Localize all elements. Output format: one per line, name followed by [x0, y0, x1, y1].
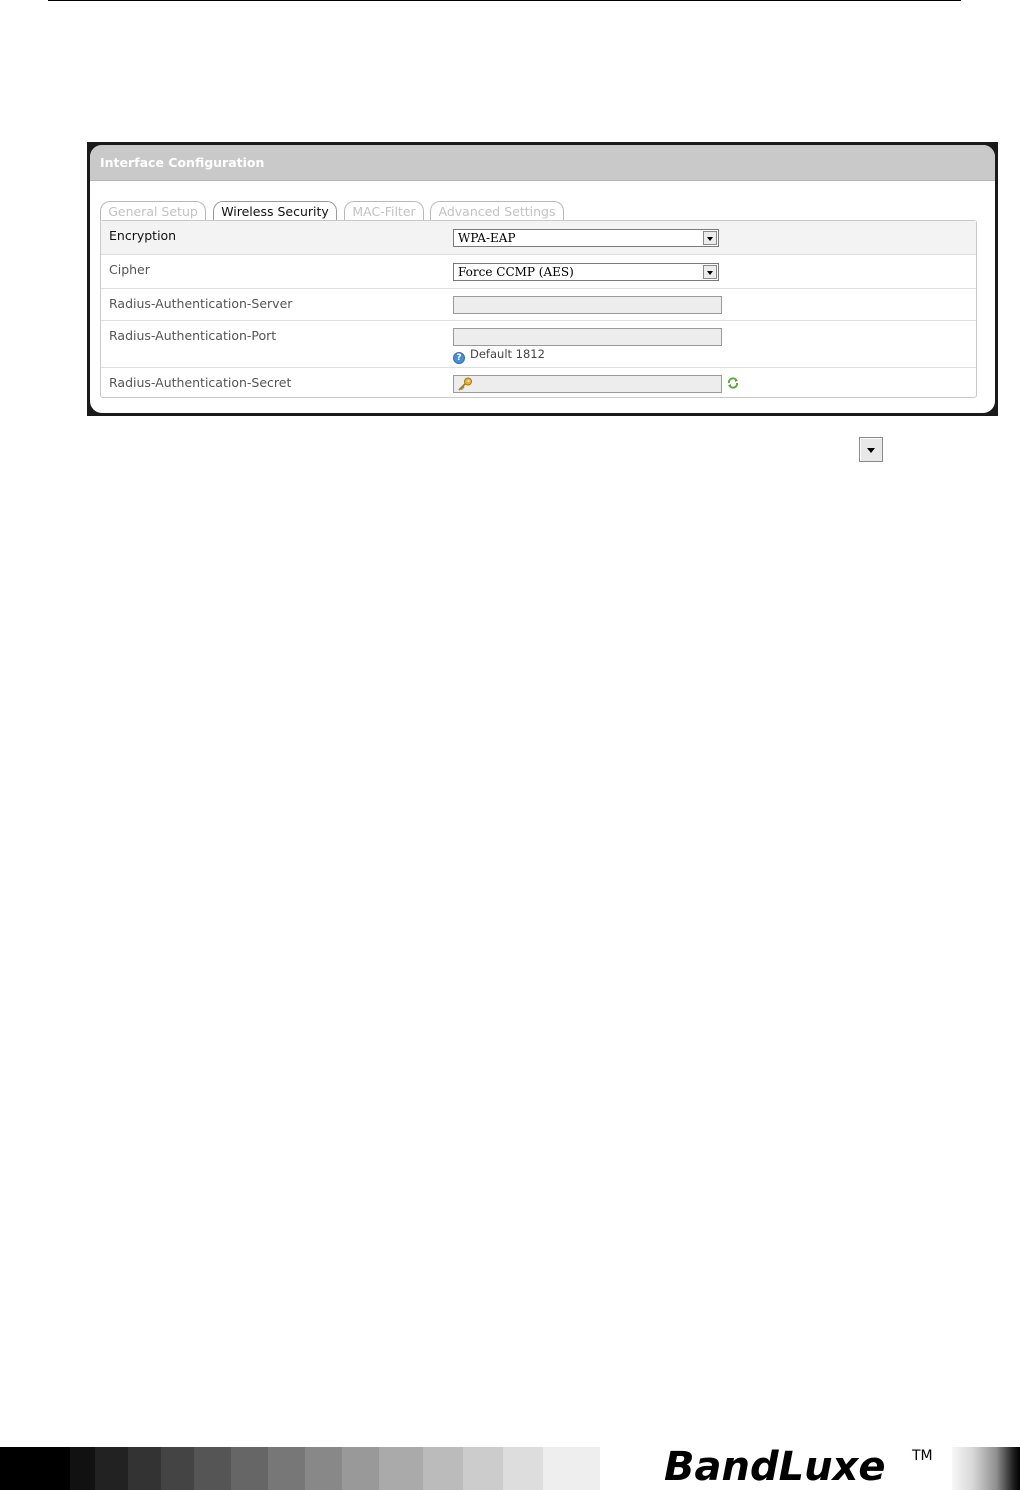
radius-secret-input[interactable]	[453, 375, 722, 393]
chevron-down-icon	[859, 437, 883, 462]
footer-swatch	[543, 1447, 600, 1490]
interface-configuration-panel	[87, 142, 998, 416]
panel-body	[90, 145, 995, 413]
radius-port-hint-text: Default 1812	[470, 347, 545, 361]
footer-swatch	[194, 1447, 231, 1490]
radius-port-hint	[453, 347, 545, 364]
cipher-value: Force CCMP (AES)	[458, 265, 574, 279]
radius-port-input[interactable]	[453, 328, 722, 346]
trademark-symbol: TM	[912, 1448, 933, 1464]
radius-server-label: Radius-Authentication-Server	[109, 296, 293, 311]
chevron-down-icon[interactable]	[703, 231, 717, 245]
footer-swatch	[379, 1447, 423, 1490]
footer-swatch	[268, 1447, 305, 1490]
footer-swatch	[70, 1447, 95, 1490]
help-icon: ?	[453, 352, 465, 364]
footer-swatch	[342, 1447, 379, 1490]
wireless-security-form	[100, 220, 977, 398]
cipher-row	[101, 255, 976, 289]
radius-server-input[interactable]	[453, 296, 722, 314]
chevron-down-icon[interactable]	[703, 265, 717, 279]
footer-swatch	[231, 1447, 268, 1490]
encryption-row	[101, 221, 976, 255]
encryption-label: Encryption	[109, 228, 177, 243]
encryption-select[interactable]	[453, 229, 719, 247]
footer-swatch	[128, 1447, 161, 1490]
cipher-label: Cipher	[109, 262, 150, 277]
tab-general-setup[interactable]: General Setup	[100, 201, 206, 221]
encryption-value: WPA-EAP	[458, 231, 516, 245]
bandluxe-logo	[664, 1440, 939, 1490]
footer-swatch	[305, 1447, 342, 1490]
bandluxe-wordmark: BandLuxe	[664, 1444, 886, 1490]
footer-gradient	[952, 1447, 1020, 1490]
radius-port-label: Radius-Authentication-Port	[109, 328, 277, 343]
radius-secret-label: Radius-Authentication-Secret	[109, 375, 292, 390]
tab-mac-filter[interactable]: MAC-Filter	[344, 201, 424, 221]
footer-swatch	[503, 1447, 543, 1490]
radius-server-row	[101, 289, 976, 321]
reload-icon[interactable]	[727, 377, 739, 389]
key-icon	[457, 377, 473, 391]
footer-swatch	[161, 1447, 194, 1490]
panel-title: Interface Configuration	[90, 145, 995, 181]
footer-swatch	[95, 1447, 128, 1490]
page-top-rule	[48, 0, 961, 1]
footer-swatch	[463, 1447, 503, 1490]
footer-swatch	[423, 1447, 463, 1490]
radius-secret-row	[101, 368, 976, 398]
footer-swatch	[0, 1447, 70, 1490]
tab-wireless-security[interactable]: Wireless Security	[213, 201, 337, 223]
tab-advanced-settings[interactable]: Advanced Settings	[430, 201, 564, 221]
cipher-select[interactable]	[453, 263, 719, 281]
footer-grayscale-bar	[0, 1447, 600, 1490]
radius-port-row	[101, 321, 976, 368]
